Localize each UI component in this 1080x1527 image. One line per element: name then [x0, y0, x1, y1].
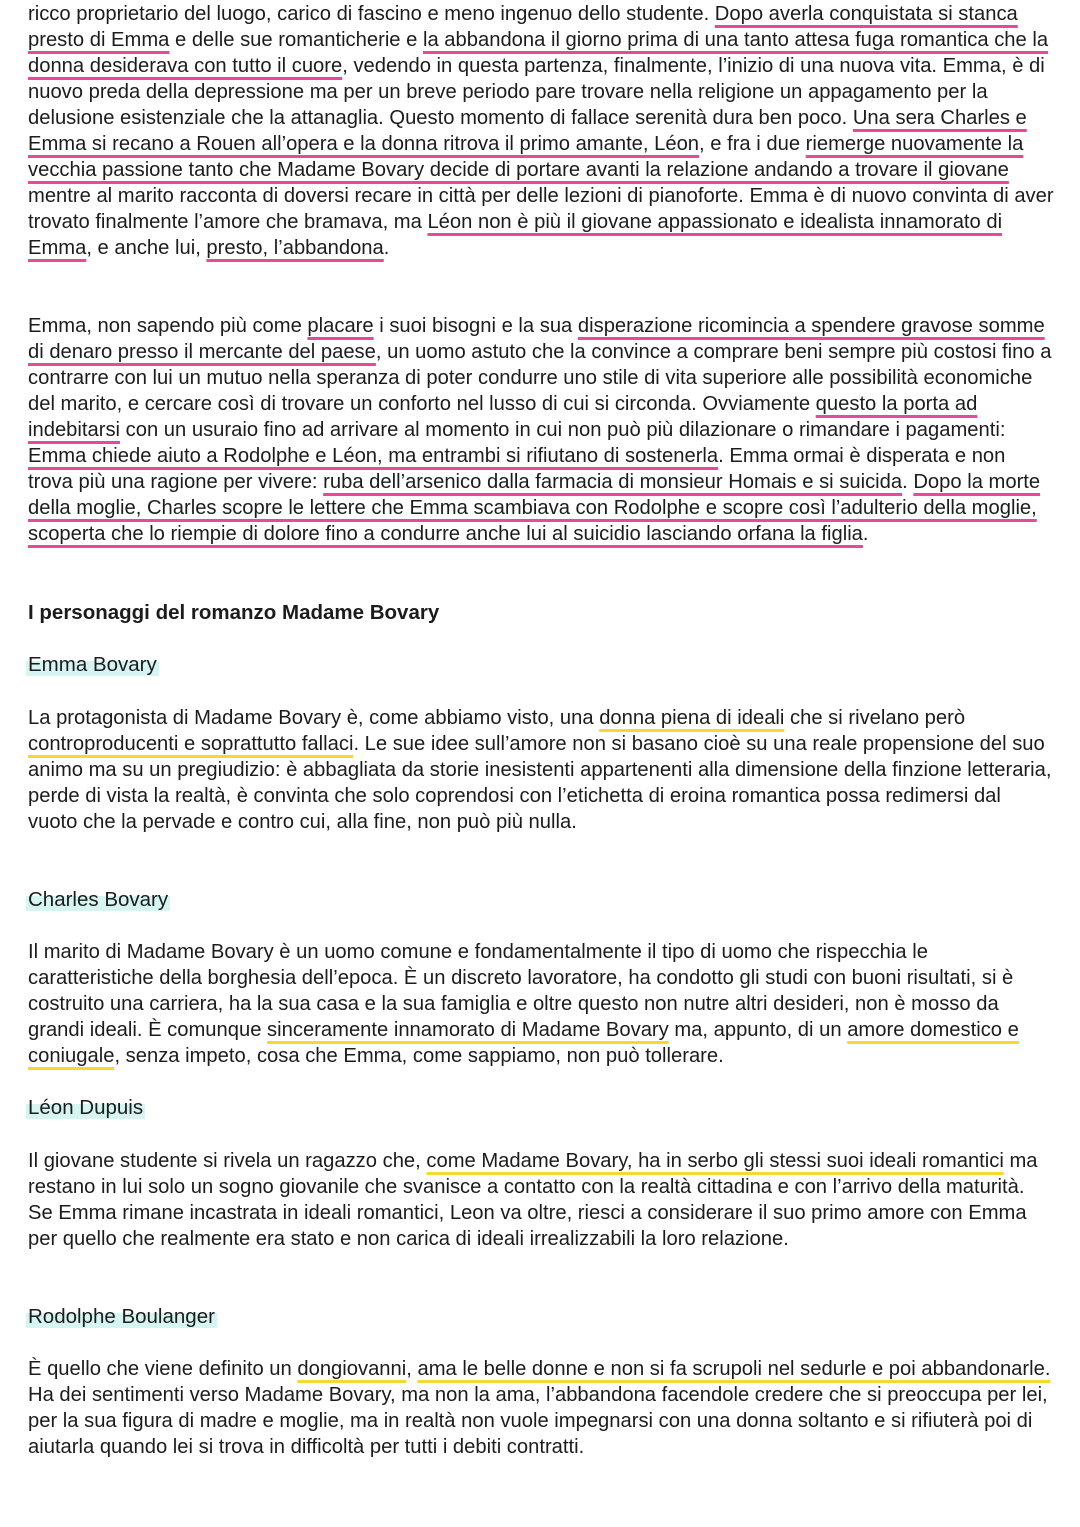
character-name: Charles Bovary [28, 888, 169, 911]
text-run: ricco proprietario del luogo, carico di fascino e meno ingenuo dello studente. [28, 3, 715, 25]
character-name: Léon Dupuis [28, 1096, 144, 1119]
plot-paragraph-1 [28, 1, 1054, 261]
character-heading-emma [28, 652, 159, 678]
character-name: Emma Bovary [28, 653, 157, 676]
highlighted-text-pink: presto, l’abbandona [206, 237, 384, 259]
character-name: Rodolphe Boulanger [28, 1305, 215, 1328]
text-run: mentre al marito racconta di doversi recare in città per delle lezioni di pianoforte. Emma è di nuovo convinta di aver trovato finalmente l’amore che bramava, ma [28, 185, 1054, 233]
text-run: con un usuraio fino ad arrivare al momento in cui non può più dilazionare o rimandare i pagamenti: [120, 419, 1006, 441]
character-description-rodolphe [28, 1356, 1054, 1460]
text-run: ma, appunto, di un [668, 1019, 848, 1041]
text-run: Il giovane studente si rivela un ragazzo che, [28, 1150, 427, 1172]
highlighted-text-pink: riemerge nuovamente la vecchia passione tanto che Madame Bovary decide di portare avanti la relazione andando a trovare il giovane [28, 133, 1024, 181]
highlighted-text-yellow: ama le belle donne e non si fa scrupoli nel sedurle e poi abbandonarle. [417, 1358, 1051, 1380]
section-heading: I personaggi del romanzo Madame Bovary [28, 601, 440, 624]
character-description-emma [28, 705, 1054, 835]
highlighted-text-pink: la abbandona il giorno prima di una tanto attesa fuga romantica che la donna desiderava con tutto il cuore [28, 29, 1049, 77]
character-heading-rodolphe [28, 1304, 217, 1330]
text-run: La protagonista di Madame Bovary è, come abbiamo visto, una [28, 707, 600, 729]
highlighted-text-yellow: dongiovanni [297, 1358, 407, 1380]
highlighted-text-pink: Emma chiede aiuto a Rodolphe e Léon, ma entrambi si rifiutano di sostenerla [28, 445, 719, 467]
highlighted-text-yellow: amore domestico e coniugale [28, 1019, 1019, 1067]
text-run: . Emma ormai è disperata e non trova più una ragione per vivere: [28, 445, 1006, 493]
text-run: , vedendo in questa partenza, finalmente, l’inizio di una nuova vita. Emma, è di nuovo preda della depressione ma per un breve periodo pare trovare nella religione un appagamento per la delusione esistenziale che la attanaglia. Questo momento di fallace serenità dura ben poco. [28, 55, 1045, 129]
character-description-leon [28, 1148, 1054, 1252]
text-run: i suoi bisogni e la sua [373, 315, 578, 337]
text-run: , e fra i due [699, 133, 806, 155]
text-run: , e anche lui, [86, 237, 207, 259]
highlighted-text-pink: ruba dell’arsenico dalla farmacia di monsieur Homais e si suicida [323, 471, 903, 493]
text-run: . [862, 523, 869, 545]
text-run: Ha dei sentimenti verso Madame Bovary, ma non la ama, l’abbandona facendole credere che si preoccupa per lei, per la sua figura di madre e moglie, ma in realtà non vuole impegnarsi con una donna soltanto e si rifiuterà poi di aiutarla quando lei si trova in difficoltà per tutti i debiti contratti. [28, 1384, 1048, 1458]
text-run: ma restano in lui solo un sogno giovanile che svanisce a contatto con la realtà cittadina e con l’arrivo della maturità. Se Emma rimane incastrata in ideali romantici, Leon va oltre, riesci a considerare il suo primo amore con Emma per quello che realmente era stato e non carica di ideali irrealizzabili la loro relazione. [28, 1150, 1038, 1250]
character-description-charles [28, 939, 1054, 1069]
highlighted-text-pink: disperazione ricomincia a spendere gravose somme di denaro presso il mercante del paese [28, 315, 1045, 363]
text-run: . Le sue idee sull’amore non si basano cioè su una reale propensione del suo animo ma su un pregiudizio: è abbagliata da storie inesistenti appartenenti alla dimensione della finzione letteraria, perde di vista la realtà, è convinta che solo coprendosi con l’etichetta di eroina romantica possa redimersi dal vuoto che la pervade e contro cui, alla fine, non può più nulla. [28, 733, 1052, 833]
highlighted-text-yellow: come Madame Bovary, ha in serbo gli stessi suoi ideali romantici [426, 1150, 1004, 1172]
highlighted-text-pink: Léon non è più il giovane appassionato e idealista innamorato di Emma [28, 211, 1003, 259]
character-heading-leon [28, 1095, 145, 1121]
text-run: . [902, 471, 914, 493]
text-run: , [406, 1358, 418, 1380]
text-run: e delle sue romanticherie e [169, 29, 423, 51]
highlighted-text-pink: questo la porta ad indebitarsi [28, 393, 978, 441]
character-heading-charles [28, 887, 170, 913]
text-run: che si rivelano però [784, 707, 966, 729]
text-run: , senza impeto, cosa che Emma, come sappiamo, non può tollerare. [114, 1045, 724, 1067]
highlighted-text-yellow: donna piena di ideali [599, 707, 785, 729]
highlighted-text-yellow: controproducenti e soprattutto fallaci [28, 733, 354, 755]
text-run: , un uomo astuto che la convince a comprare beni sempre più costosi fino a contrarre con lui un mutuo nella speranza di poter condurre uno stile di vita superiore alle possibilità economiche del marito, e cercare così di trovare un conforto nel lusso di cui si circonda. Ovviamente [28, 341, 1052, 415]
highlighted-text-pink: Dopo la morte della moglie, Charles scopre le lettere che Emma scambiava con Rodolphe e scopre così l’adulterio della moglie, scoperta che lo riempie di dolore fino a condurre anche lui al suicidio lasciando orfana la figlia [28, 471, 1041, 545]
text-run: Emma, non sapendo più come [28, 315, 308, 337]
plot-paragraph-2 [28, 313, 1054, 547]
text-run: . [383, 237, 390, 259]
highlighted-text-pink: Dopo averla conquistata si stanca presto di Emma [28, 3, 1018, 51]
highlighted-text-pink: placare [307, 315, 374, 337]
highlighted-text-pink: Una sera Charles e Emma si recano a Rouen all’opera e la donna ritrova il primo amante, Léon [28, 107, 1027, 155]
text-run: È quello che viene definito un [28, 1358, 298, 1380]
highlighted-text-yellow: sinceramente innamorato di Madame Bovary [267, 1019, 669, 1041]
text-run: Il marito di Madame Bovary è un uomo comune e fondamentalmente il tipo di uomo che rispecchia le caratteristiche della borghesia dell’epoca. È un discreto lavoratore, ha condotto gli studi con buoni risultati, si è costruito una carriera, ha la sua casa e la sua famiglia e oltre questo non nutre altri desideri, non è mosso da grandi ideali. È comunque [28, 941, 1014, 1041]
